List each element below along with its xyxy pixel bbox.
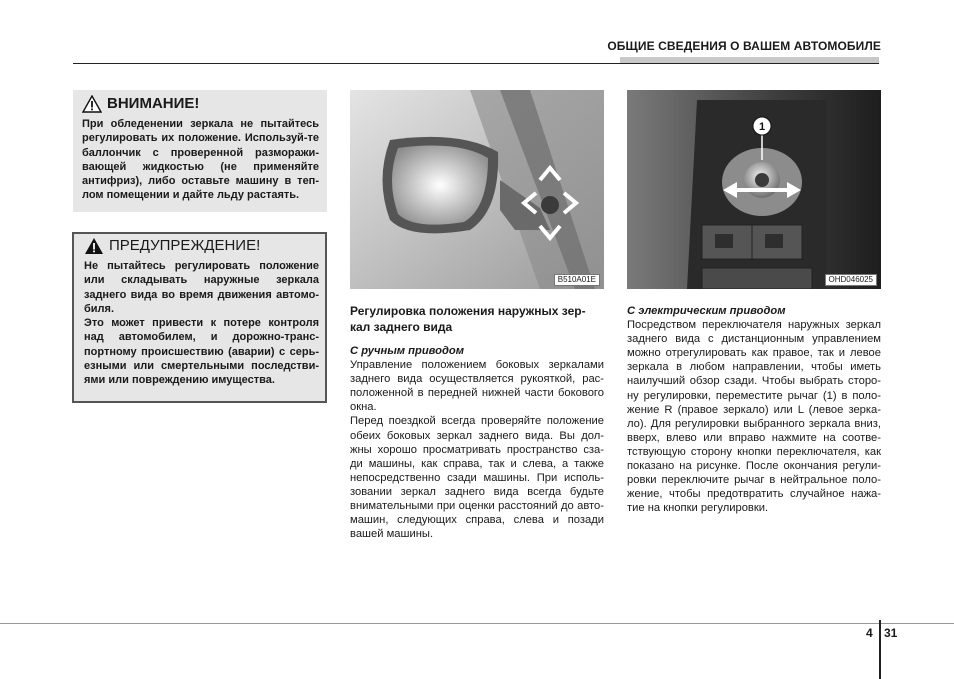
warning-triangle-icon [82, 95, 102, 113]
section-title: Регулировка положения наружных зер-кал заднего вида [350, 304, 586, 334]
caution-title: ПРЕДУПРЕЖДЕНИЕ! [109, 236, 261, 254]
mirror-switch-photo [627, 90, 881, 289]
footer-divider [879, 620, 881, 679]
footer-rule [0, 623, 954, 624]
header-title: ОБЩИЕ СВЕДЕНИЯ О ВАШЕМ АВТОМОБИЛЕ [607, 39, 881, 53]
caution-box [72, 232, 327, 403]
power-mirror-column [627, 304, 881, 515]
caution-text-2: Это может привести к потере контроля над автомобилем, и дорожно-транс-портному происшествию (аварии) с серь-езными или смертельными последстви-ями или повреждению имущества. [84, 317, 319, 387]
figure-code: OHD046025 [825, 274, 877, 286]
chapter-number: 4 [866, 626, 873, 640]
attention-box [73, 90, 327, 212]
manual-paragraph-1: Управление положением боковых зеркалами заднего вида осуществляется рукояткой, рас-положенной в передней нижней части бокового окна. [350, 359, 604, 414]
power-paragraph-1: Посредством переключателя наружных зеркал заднего вида с дистанционным управлением можно отрегулировать как правое, так и левое зеркала в любом направлении, чтобы иметь наилучший обзор сзади. Чтобы выбрать сторо-ну регулировки, переместите рычаг (1) в поло-жение R (правое зеркало) или L (левое зерка-ло). Для регулировки выбранного зеркала вниз, вверх, влево или вправо нажмите на соотве-тствующую сторону кнопки переключателя, как показано на рисунке. После окончания регули-ровки переключите рычаг в нейтральное поло-жение, чтобы предотвратить случайное нажа-тие на кнопки регулировки. [627, 319, 881, 515]
attention-text: При обледенении зеркала не пытайтесь регулировать их положение. Используй-те баллончик с проверенной разморажи-вающей жидкостью (не применяйте антифриз), либо оставьте машину в теп-лом помещении и дайте льду растаять. [82, 118, 319, 202]
mirror-photo [350, 90, 604, 289]
header-rule [73, 63, 879, 64]
caution-text-1: Не пытайтесь регулировать положение или складывать наружные зеркала заднего вида во время движения автомо-биля. [84, 260, 319, 315]
manual-paragraph-2: Перед поездкой всегда проверяйте положение обеих боковых зеркал заднего вида. Вы дол-жны хорошо просматривать пространство сза-ди машины, как справа, так и слева, а также непосредственно сзади машины. При исполь-зовании зеркал заднего вида всегда будьте внимательными при оценки расстояний до авто-машин, следующих справа, слева и позади вашей машины. [350, 415, 604, 541]
warning-triangle-icon [84, 237, 104, 255]
manual-subtitle: С ручным приводом [350, 345, 465, 357]
page-number: 31 [884, 626, 898, 640]
manual-mirror-column [350, 304, 604, 541]
attention-title: ВНИМАНИЕ! [107, 94, 200, 112]
figure-code: B510A01E [554, 274, 600, 286]
power-subtitle: С электрическим приводом [627, 305, 786, 317]
switch-callout-number: 1 [758, 121, 766, 133]
